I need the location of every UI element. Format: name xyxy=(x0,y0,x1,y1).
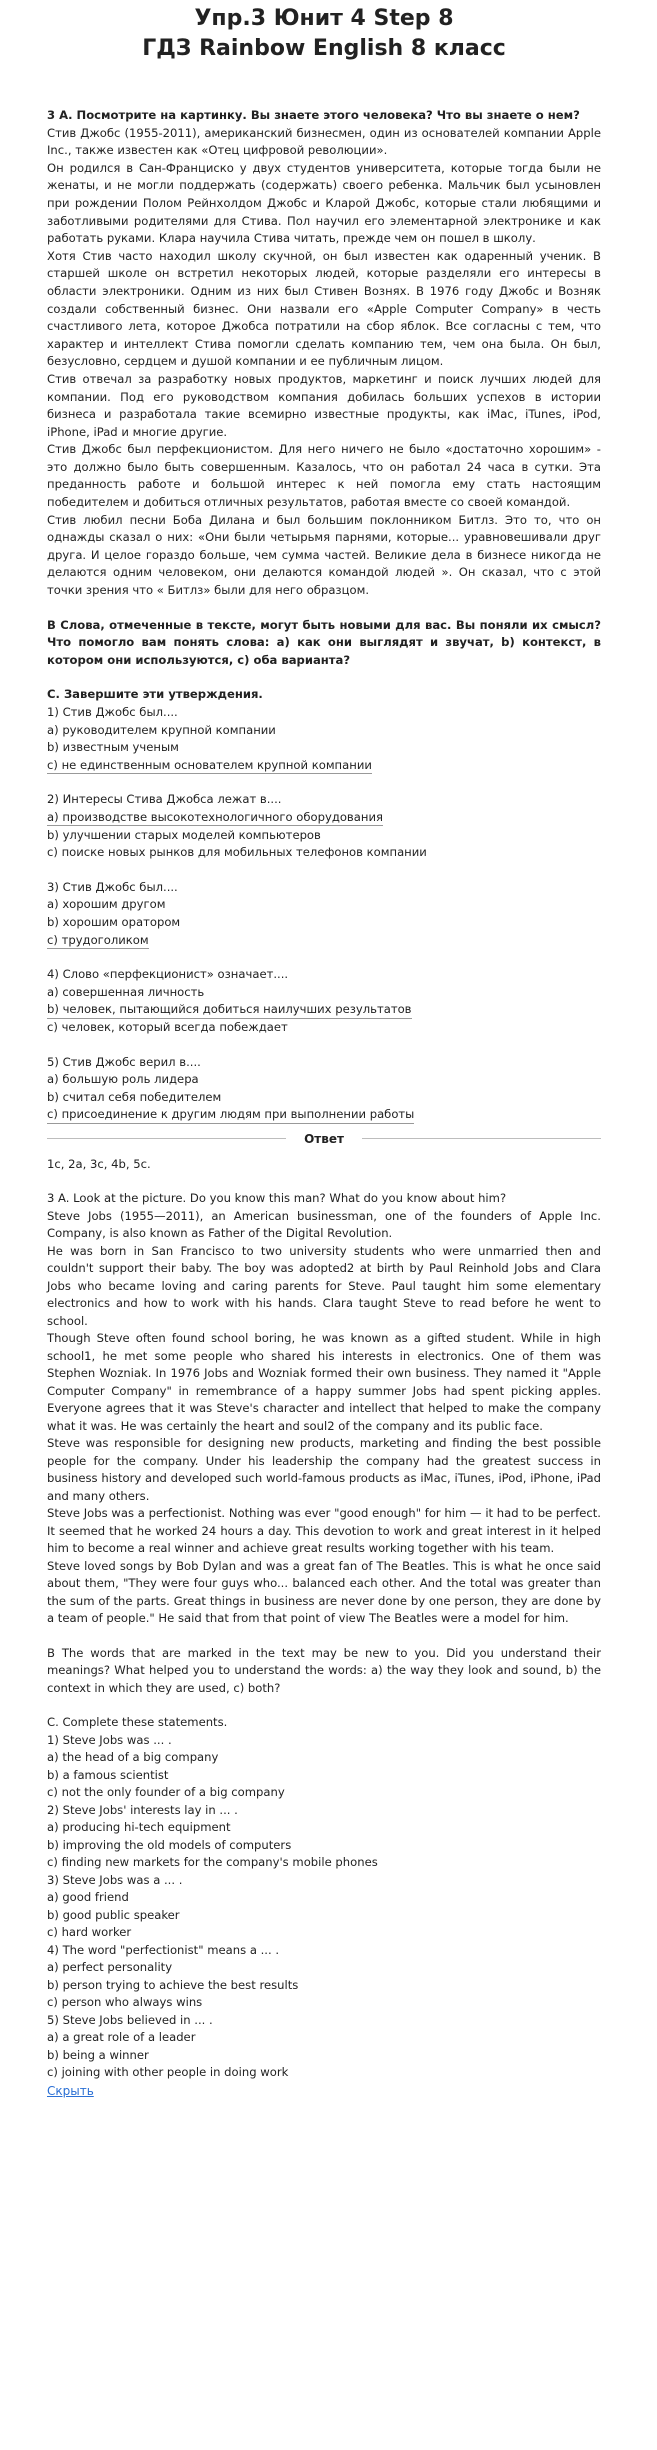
ru-option: b) улучшении старых моделей компьютеров xyxy=(47,827,321,842)
answer-section xyxy=(47,1156,601,2082)
en-paragraph: Steve loved songs by Bob Dylan and was a great fan of The Beatles. This is what he once said about them, "They were four guys who... balanced each other. And the total was greater than the sum of the parts. Great things in business are never done by one person, they are done by a team of people." He said that from that point of view The Beatles were a model for him. xyxy=(47,1558,601,1626)
en-option: a) the head of a big company xyxy=(47,1750,219,1765)
en-option: c) finding new markets for the company's mobile phones xyxy=(47,1855,378,1870)
header xyxy=(47,0,601,64)
ru-paragraph: Хотя Стив часто находил школу скучной, он был известен как одаренный ученик. В старшей школе он встретил некоторых людей, которые разделяли его интересы в области электроники. Одним из них был Стивен Вознях. В 1976 году Джобс и Возняк создали собственный бизнес. Они назвали его «Apple Computer Company» в честь счастливого лета, которое Джобса потратили на сбор яблок. Все согласны с тем, что характер и интеллект Стива помогли сделать компанию тем, чем она была. Он был, безусловно, сердцем и душой компании и ее публичным лицом. xyxy=(47,248,601,369)
en-task-c-heading: C. Complete these statements. xyxy=(47,1715,228,1730)
en-question: 4) The word "perfectionist" means a ... . xyxy=(47,1942,280,1957)
ru-task-b: В Слова, отмеченные в тексте, могут быть новыми для вас. Вы поняли их смысл? Что помогло вам понять слова: а) как они выглядят и звучат, b) контекст, в котором они используются, с) оба варианта? xyxy=(47,617,601,667)
ru-option-correct: c) не единственным основателем крупной компании xyxy=(47,758,372,775)
answer-divider xyxy=(47,1130,601,1148)
en-option: c) person who always wins xyxy=(47,1995,203,2010)
en-option: a) perfect personality xyxy=(47,1960,173,1975)
ru-option: a) совершенная личность xyxy=(47,984,205,999)
en-question: 1) Steve Jobs was ... . xyxy=(47,1732,172,1747)
ru-task-c-heading: С. Завершите эти утверждения. xyxy=(47,687,263,702)
en-option: a) a great role of a leader xyxy=(47,2030,196,2045)
en-option: b) good public speaker xyxy=(47,1907,180,1922)
en-option: a) good friend xyxy=(47,1890,129,1905)
en-option: a) producing hi-tech equipment xyxy=(47,1820,231,1835)
ru-question: 4) Слово «перфекционист» означает.... xyxy=(47,967,289,982)
ru-question: 5) Стив Джобс верил в.... xyxy=(47,1054,201,1069)
ru-option: c) человек, который всегда побеждает xyxy=(47,1019,288,1034)
ru-question: 3) Стив Джобс был.... xyxy=(47,879,178,894)
ru-option: c) поиске новых рынков для мобильных телефонов компании xyxy=(47,845,427,860)
ru-option: a) большую роль лидера xyxy=(47,1072,199,1087)
en-question: 3) Steve Jobs was a ... . xyxy=(47,1872,183,1887)
en-question: 2) Steve Jobs' interests lay in ... . xyxy=(47,1802,238,1817)
ru-paragraph: Стив отвечал за разработку новых продуктов, маркетинг и поиск лучших людей для компании. Под его руководством компания добилась больших успехов в истории бизнеса и разработала такие всемирно известные продукты, как iMac, iTunes, iPod, iPhone, iPad и многие другие. xyxy=(47,371,601,439)
ru-option-correct: c) присоединение к другим людям при выполнении работы xyxy=(47,1107,414,1124)
page-title: Упр.3 Юнит 4 Step 8 xyxy=(194,6,454,31)
ru-question: 2) Интересы Стива Джобса лежат в.... xyxy=(47,792,282,807)
page-subtitle: ГДЗ Rainbow English 8 класс xyxy=(142,36,506,61)
en-option: c) hard worker xyxy=(47,1925,132,1940)
ru-option-correct: c) трудоголиком xyxy=(47,933,149,950)
en-paragraph: Steve was responsible for designing new products, marketing and finding the best possible people for the company. Under his leadership the company had the greatest success in business history and developed such world-famous products as iMac, iTunes, iPod, iPhone, iPad and many others. xyxy=(47,1436,601,1503)
ru-option: a) руководителем крупной компании xyxy=(47,722,276,737)
en-task-a-heading: 3 A. Look at the picture. Do you know this man? What do you know about him? xyxy=(47,1191,507,1206)
ru-paragraph: Стив Джобс (1955-2011), американский бизнесмен, один из основателей компании Apple Inc., также известен как «Отец цифровой революции». xyxy=(47,125,601,158)
ru-option-correct: a) производстве высокотехнологичного оборудования xyxy=(47,810,383,827)
en-question: 5) Steve Jobs believed in ... . xyxy=(47,2012,213,2027)
ru-option: b) считал себя победителем xyxy=(47,1089,222,1104)
en-paragraph: Steve Jobs (1955—2011), an American businessman, one of the founders of Apple Inc. Company, is also known as Father of the Digital Revolution. xyxy=(47,1208,601,1241)
en-option: b) being a winner xyxy=(47,2047,149,2062)
ru-option: a) хорошим другом xyxy=(47,897,166,912)
en-option: c) not the only founder of a big company xyxy=(47,1785,285,1800)
ru-paragraph: Стив любил песни Боба Дилана и был большим поклонником Битлз. Это то, что он однажды сказал о них: «Они были четырьмя парнями, которые... уравновешивали друг друга. И целое гораздо больше, чем сумма частей. Великие дела в бизнесе никогда не делаются одним человеком, они делаются командой людей ». Он сказал, что с этой точки зрения что « Битлз» были для него образцом. xyxy=(47,512,601,598)
en-task-b: B The words that are marked in the text may be new to you. Did you understand their meanings? What helped you to understand the words: a) the way they look and sound, b) the context in which they are used, c) both? xyxy=(47,1645,601,1695)
answer-key: 1c, 2a, 3c, 4b, 5c. xyxy=(47,1156,151,1171)
ru-option: b) хорошим оратором xyxy=(47,914,181,929)
hide-link[interactable]: Скрыть xyxy=(47,2083,94,2098)
russian-translation xyxy=(47,107,601,1124)
ru-option-correct: b) человек, пытающийся добиться наилучших результатов xyxy=(47,1002,412,1019)
answer-label: Ответ xyxy=(304,1131,344,1146)
ru-option: b) известным ученым xyxy=(47,740,179,755)
en-option: b) person trying to achieve the best results xyxy=(47,1977,299,1992)
en-option: b) improving the old models of computers xyxy=(47,1837,292,1852)
ru-task-a-heading: 3 А. Посмотрите на картинку. Вы знаете этого человека? Что вы знаете о нем? xyxy=(47,108,580,122)
en-paragraph: Steve Jobs was a perfectionist. Nothing was ever "good enough" for him — it had to be perfect. It seemed that he worked 24 hours a day. This devotion to work and great interest in it helped him to become a real winner and achieve great results working together with his team. xyxy=(47,1506,601,1556)
ru-paragraph: Он родился в Сан-Франциско у двух студентов университета, которые тогда были не женаты, и не могли поддержать (содержать) своего ребенка. Мальчик был усыновлен при рождении Полом Рейнхолдом Джобс и Кларой Джобс, которые стали любящими и заботливыми родителями для Стива. Пол научил его элементарной электронике и как работать руками. Клара научила Стива читать, прежде чем он пошел в школу. xyxy=(47,160,601,246)
en-option: b) a famous scientist xyxy=(47,1767,169,1782)
en-paragraph: He was born in San Francisco to two university students who were unmarried then and couldn't support their baby. The boy was adopted2 at birth by Paul Reinhold Jobs and Clara Jobs who became loving and caring parents for Steve. Paul taught him some elementary electronics and how to work with his hands. Clara taught Steve to read before he went to school. xyxy=(47,1243,601,1328)
en-option: c) joining with other people in doing work xyxy=(47,2065,289,2080)
ru-paragraph: Стив Джобс был перфекционистом. Для него ничего не было «достаточно хорошим» - это должно было быть совершенным. Казалось, что он работал 24 часа в сутки. Эта преданность работе и большой интерес к ней помогла ему стать настоящим победителем и добиться отличных результатов, работая вместе со своей командой. xyxy=(47,442,601,510)
ru-question: 1) Стив Джобс был.... xyxy=(47,705,178,719)
en-paragraph: Though Steve often found school boring, he was known as a gifted student. While in high school1, he met some people who shared his interests in electronics. One of them was Stephen Wozniak. In 1976 Jobs and Wozniak formed their own business. They named it "Apple Computer Company" in remembrance of a happy summer Jobs had spent picking apples. Everyone agrees that it was Steve's character and intellect that helped to make the company what it was. He was certainly the heart and soul2 of the company and its public face. xyxy=(47,1331,601,1433)
